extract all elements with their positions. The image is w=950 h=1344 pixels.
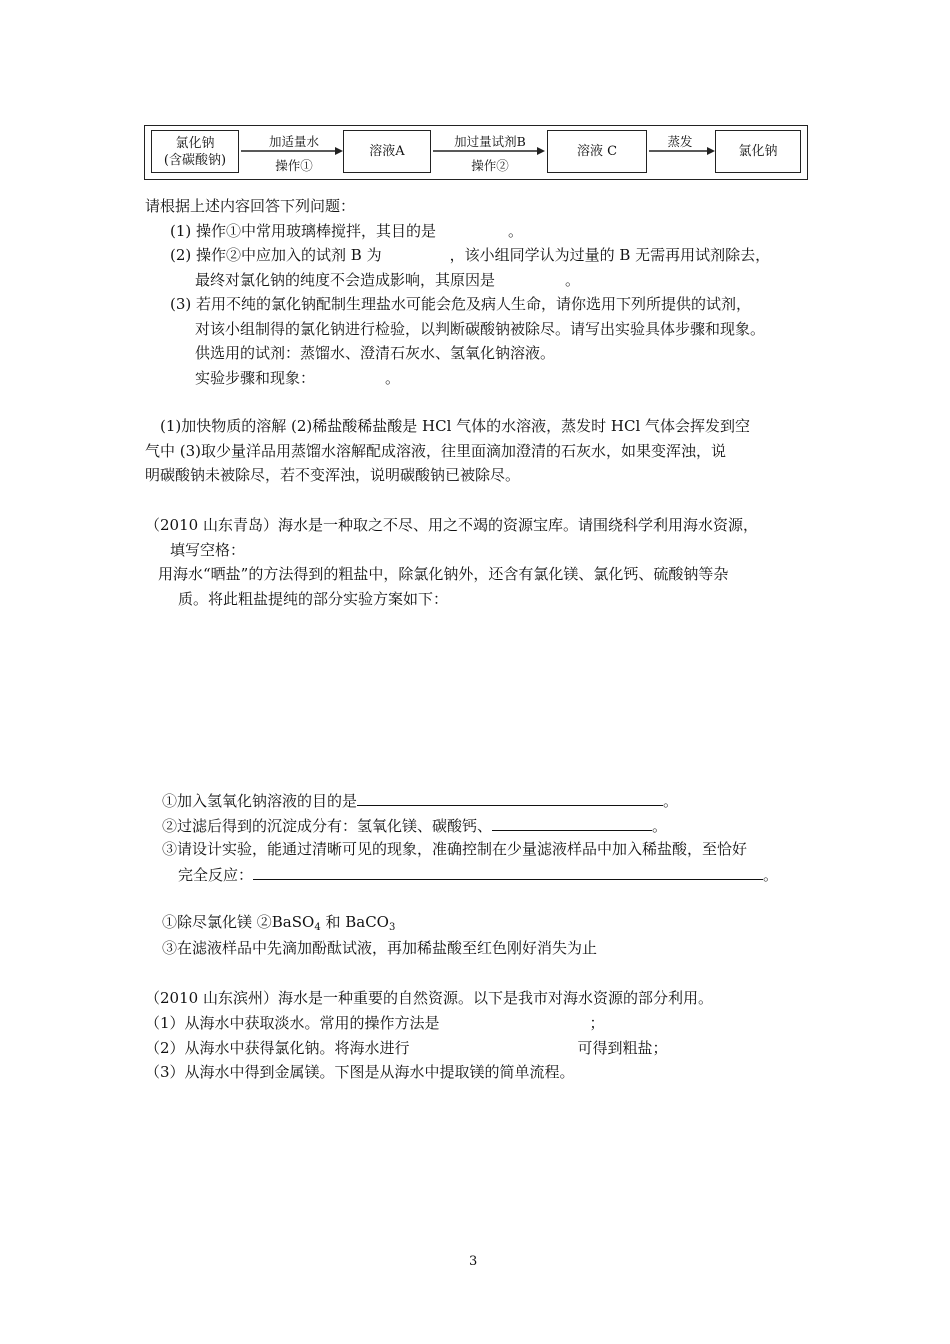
q1-part2-text: (2) 操作②中应加入的试剂 B 为 bbox=[170, 246, 382, 264]
flow-box-label: (含碳酸钠) bbox=[163, 152, 227, 168]
q1-steps-end: 。 bbox=[385, 369, 401, 387]
q3-end: 可得到粗盐； bbox=[577, 1039, 668, 1057]
a2-text: 和 BaCO bbox=[320, 913, 389, 931]
answer-blank[interactable] bbox=[357, 793, 663, 806]
q1-part2 bbox=[170, 248, 770, 263]
q2-line3: 用海水“晒盐”的方法得到的粗盐中，除氯化钠外，还含有氯化镁、氯化钙、硫酸钠等杂 bbox=[158, 565, 729, 583]
page-number: 3 bbox=[469, 1254, 478, 1269]
q2-sub3: ③请设计实验，能通过清晰可见的现象，准确控制在少量滤液样品中加入稀盐酸，至恰好 bbox=[162, 840, 748, 858]
q2-sub1 bbox=[162, 793, 678, 808]
arrow-icon bbox=[433, 146, 545, 156]
q1-part2-end: 。 bbox=[565, 271, 581, 289]
q1-steps-label: 实验步骤和现象： bbox=[195, 369, 316, 387]
a1-line3: 明碳酸钠未被除尽，若不变浑浊，说明碳酸钠已被除尽。 bbox=[145, 466, 521, 484]
a2-line2: ③在滤液样品中先滴加酚酞试液，再加稀盐酸至红色刚好消失为止 bbox=[162, 939, 598, 957]
flow-box-label: 溶液 C bbox=[576, 144, 618, 159]
a1-line2: 气中 (3)取少量洋品用蒸馏水溶解配成溶液，往里面滴加澄清的石灰水，如果变浑浊，说 bbox=[145, 442, 727, 460]
a2-line1 bbox=[162, 913, 396, 933]
q3-text: （1）从海水中获取淡水。常用的操作方法是 bbox=[145, 1014, 440, 1032]
q1-part1-text: (1) 操作①中常用玻璃棒搅拌，其目的是 bbox=[170, 222, 437, 240]
q1-part2-text: ，该小组同学认为过量的 B 无需再用试剂除去， bbox=[449, 246, 771, 264]
q1-steps bbox=[195, 371, 400, 386]
q1-part3: (3) 若用不纯的氯化钠配制生理盐水可能会危及病人生命，请你选用下列所提供的试剂， bbox=[170, 295, 752, 313]
q1-part1-end: 。 bbox=[508, 222, 524, 240]
flow-box-label: 氯化钠 bbox=[175, 135, 215, 151]
q1-reagents: 供选用的试剂：蒸馏水、澄清石灰水、氢氧化钠溶液。 bbox=[195, 344, 556, 362]
arrow-label: 加适量水 bbox=[268, 134, 319, 149]
flow-box-solution-c bbox=[547, 130, 647, 173]
arrow-icon bbox=[241, 146, 343, 156]
q2-line1: （2010 山东青岛）海水是一种取之不尽、用之不竭的资源宝库。请围绕科学利用海水资源， bbox=[145, 516, 758, 534]
q2-sub2-end: 。 bbox=[652, 817, 668, 835]
q2-line2: 填写空格： bbox=[170, 541, 246, 559]
arrow-label: 操作① bbox=[275, 158, 313, 173]
q2-sub3-text: 完全反应： bbox=[178, 866, 254, 884]
q2-sub2 bbox=[162, 818, 667, 833]
flow-box-nacl-impure bbox=[151, 130, 239, 173]
arrow-icon bbox=[649, 146, 715, 156]
flow-box-nacl bbox=[715, 130, 801, 173]
q2-line4: 质。将此粗盐提纯的部分实验方案如下： bbox=[178, 590, 449, 608]
q3-line2 bbox=[145, 1016, 605, 1031]
answer-blank[interactable] bbox=[492, 818, 652, 831]
arrow-label: 加过量试剂B bbox=[454, 134, 526, 149]
a2-text: ①除尽氯化镁 ②BaSO bbox=[162, 913, 315, 931]
q2-sub2-text: ②过滤后得到的沉淀成分有：氢氧化镁、碳酸钙、 bbox=[162, 817, 493, 835]
q2-sub3-end: 。 bbox=[763, 866, 779, 884]
a1-line1: (1)加快物质的溶解 (2)稀盐酸稀盐酸是 HCl 气体的水溶液，蒸发时 HCl 气体会挥发到空 bbox=[160, 417, 751, 435]
q2-sub1-end: 。 bbox=[663, 792, 679, 810]
q2-sub3-cont bbox=[178, 867, 778, 882]
q1-part2-cont bbox=[195, 273, 580, 288]
q3-line3 bbox=[145, 1041, 668, 1056]
flow-box-label: 氯化钠 bbox=[738, 144, 778, 159]
arrow-label: 操作② bbox=[471, 158, 509, 173]
q1-part1 bbox=[170, 224, 523, 239]
flowchart bbox=[144, 125, 808, 180]
q1-part3-cont: 对该小组制得的氯化钠进行检验，以判断碳酸钠被除尽。请写出实验具体步骤和现象。 bbox=[195, 320, 766, 338]
q3-end: ； bbox=[589, 1014, 605, 1032]
a2-subscript: 3 bbox=[388, 922, 396, 933]
q2-sub1-text: ①加入氢氧化钠溶液的目的是 bbox=[162, 792, 358, 810]
flow-box-label: 溶液A bbox=[369, 144, 405, 159]
q3-line4: （3）从海水中得到金属镁。下图是从海水中提取镁的简单流程。 bbox=[145, 1063, 575, 1081]
q1-intro: 请根据上述内容回答下列问题： bbox=[145, 197, 356, 215]
answer-blank[interactable] bbox=[253, 867, 763, 880]
q3-text: （2）从海水中获得氯化钠。将海水进行 bbox=[145, 1039, 410, 1057]
q3-line1: （2010 山东滨州）海水是一种重要的自然资源。以下是我市对海水资源的部分利用。 bbox=[145, 989, 713, 1007]
flow-box-solution-a bbox=[343, 130, 431, 173]
q1-part2-text: 最终对氯化钠的纯度不会造成影响，其原因是 bbox=[195, 271, 496, 289]
arrow-label: 蒸发 bbox=[667, 134, 693, 149]
a2-subscript: 4 bbox=[314, 922, 321, 933]
